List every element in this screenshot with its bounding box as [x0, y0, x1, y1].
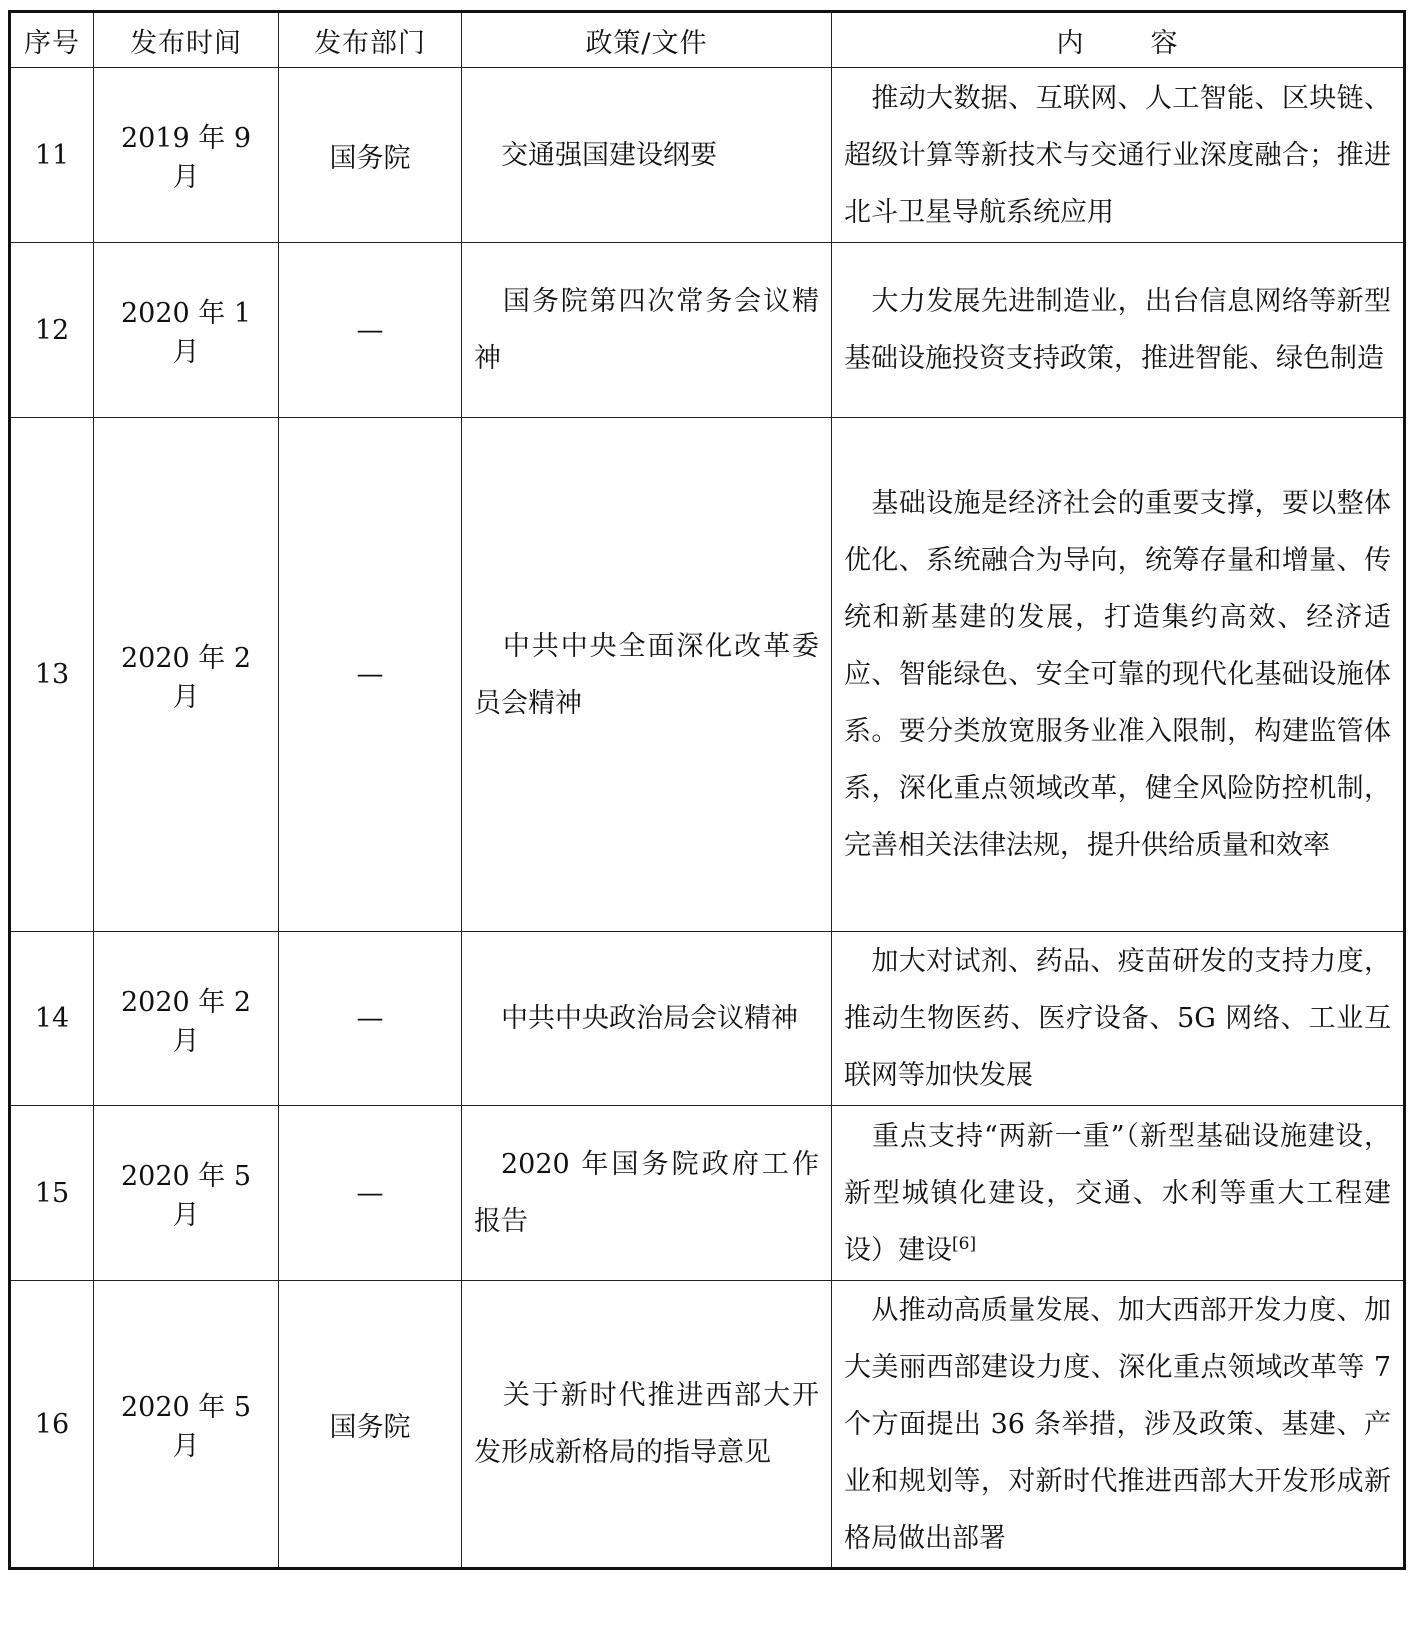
- row-index: 11: [10, 68, 94, 243]
- row-content-text: 加大对试剂、药品、疫苗研发的支持力度，推动生物医药、医疗设备、5G 网络、工业互联网等加快发展: [844, 946, 1391, 1091]
- row-index: 12: [10, 243, 94, 418]
- row-date: 2020 年 2 月: [94, 932, 279, 1106]
- row-content: [832, 1106, 1405, 1281]
- row-index: 16: [10, 1281, 94, 1569]
- header-department: 发布部门: [279, 12, 462, 68]
- row-policy: [462, 932, 832, 1106]
- row-policy: [462, 243, 832, 418]
- row-content: [832, 243, 1405, 418]
- row-date: 2020 年 1 月: [94, 243, 279, 418]
- row-department: —: [279, 1106, 462, 1281]
- row-policy-text: 国务院第四次常务会议精神: [474, 286, 819, 374]
- header-date: 发布时间: [94, 12, 279, 68]
- policy-table: [8, 10, 1406, 1570]
- row-policy-text: 交通强国建设纲要: [501, 139, 717, 171]
- row-index: 13: [10, 418, 94, 932]
- row-policy-text: 中共中央政治局会议精神: [501, 1003, 798, 1034]
- row-content: [832, 932, 1405, 1106]
- row-policy-text: 关于新时代推进西部大开发形成新格局的指导意见: [474, 1380, 819, 1468]
- row-department: —: [279, 418, 462, 932]
- row-content-text: 基础设施是经济社会的重要支撑，要以整体优化、系统融合为导向，统筹存量和增量、传统和新基建的发展，打造集约高效、经济适应、智能绿色、安全可靠的现代化基础设施体系。要分类放宽服务业准入限制，构建监管体系，深化重点领域改革，健全风险防控机制，完善相关法律法规，提升供给质量和效率: [844, 488, 1391, 861]
- row-department: —: [279, 243, 462, 418]
- row-department: 国务院: [279, 1281, 462, 1569]
- row-policy: [462, 68, 832, 243]
- row-department: —: [279, 932, 462, 1106]
- header-content-first: 内: [1056, 27, 1085, 59]
- row-policy: [462, 1106, 832, 1281]
- table-row: [10, 418, 1405, 932]
- table-row: [10, 1281, 1405, 1569]
- row-content-text: 大力发展先进制造业，出台信息网络等新型基础设施投资支持政策，推进智能、绿色制造: [844, 286, 1391, 374]
- row-policy: [462, 418, 832, 932]
- row-content: [832, 1281, 1405, 1569]
- row-index: 15: [10, 1106, 94, 1281]
- row-content-text: 推动大数据、互联网、人工智能、区块链、超级计算等新技术与交通行业深度融合；推进北斗卫星导航系统应用: [844, 82, 1391, 228]
- table-row: [10, 68, 1405, 243]
- header-row: [10, 12, 1405, 68]
- row-date: 2020 年 2 月: [94, 418, 279, 932]
- row-policy-text: 中共中央全面深化改革委员会精神: [474, 630, 819, 719]
- row-policy-text: 2020 年国务院政府工作报告: [474, 1149, 819, 1237]
- row-content-text: 从推动高质量发展、加大西部开发力度、加大美丽西部建设力度、深化重点领域改革等 7 个方面提出 36 条举措，涉及政策、基建、产业和规划等，对新时代推进西部大开发形成新格局做出部署: [844, 1294, 1391, 1554]
- row-date: 2020 年 5 月: [94, 1281, 279, 1569]
- table-row: [10, 243, 1405, 418]
- header-content-second: 容: [1150, 27, 1179, 59]
- row-content: [832, 68, 1405, 243]
- header-policy: 政策/文件: [462, 12, 832, 68]
- row-date: 2019 年 9 月: [94, 68, 279, 243]
- row-date: 2020 年 5 月: [94, 1106, 279, 1281]
- row-content-text: 重点支持“两新一重”（新型基础设施建设，新型城镇化建设，交通、水利等重大工程建设）建设: [844, 1120, 1391, 1266]
- row-index: 14: [10, 932, 94, 1106]
- header-content: [832, 12, 1405, 68]
- row-department: 国务院: [279, 68, 462, 243]
- row-policy: [462, 1281, 832, 1569]
- table-row: [10, 932, 1405, 1106]
- header-index: 序号: [10, 12, 94, 68]
- row-content: [832, 418, 1405, 932]
- citation-mark: [6]: [952, 1233, 977, 1254]
- table-row: [10, 1106, 1405, 1281]
